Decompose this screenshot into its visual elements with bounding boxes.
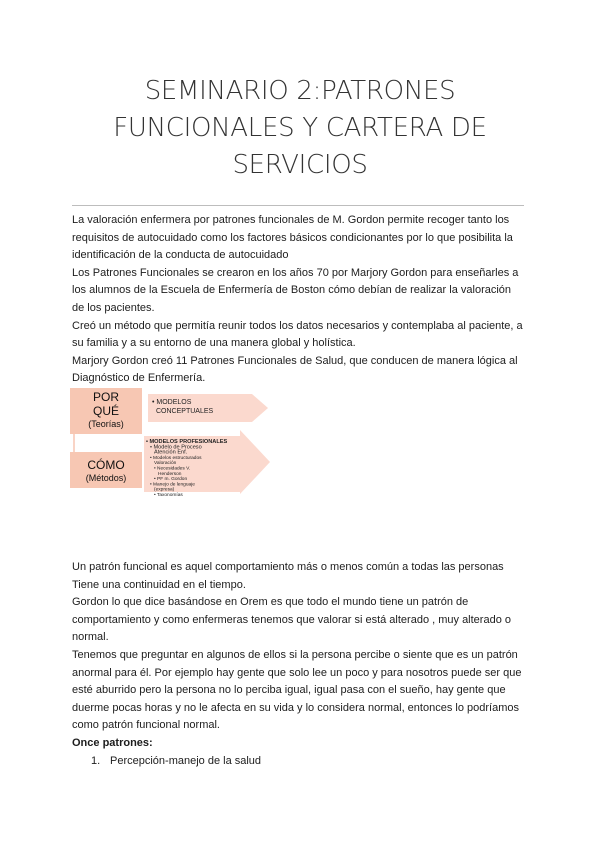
- why-box-line3: (Teorías): [88, 419, 124, 429]
- concepts-item-2: CONCEPTUALES: [156, 408, 214, 415]
- intro-line: Creó un método que permitía reunir todos los datos necesarios y contemplaba al paciente, a: [72, 319, 523, 332]
- body-line: esté aburrido pero la persona no lo perciba igual, igual pasa con el sueño, hay gente que: [72, 684, 506, 697]
- professional-models-item: • PF m. Gordon: [154, 477, 188, 483]
- title-line-2: FUNCIONALES Y CARTERA DE: [113, 113, 487, 143]
- professional-models-item: Henderson: [158, 471, 182, 477]
- intro-line: La valoración enfermera por patrones funcionales de M. Gordon permite recoger tanto los: [72, 214, 510, 226]
- intro-line: identificación de la conducta de autocuidado: [72, 249, 289, 262]
- body-line: normal.: [72, 631, 109, 644]
- body-line: anormal para él. Por ejemplo hay gente que solo lee un poco y para nosotros puede ser que: [72, 666, 522, 679]
- professional-models-item: • Modelos estructurados: [150, 455, 202, 461]
- concepts-item-1: • MODELOS: [152, 399, 192, 406]
- list-item-number: 1.: [91, 754, 101, 767]
- body-line: como patrón funcional normal.: [72, 719, 220, 732]
- intro-line: Diagnóstico de Enfermería.: [72, 372, 206, 385]
- professional-models-item: • Manejo de lenguaje: [150, 482, 195, 488]
- body-line: Tiene una continuidad en el tiempo.: [72, 578, 246, 591]
- professional-models-item: • Modelo de Proceso: [150, 444, 202, 451]
- body-line: duerme pocas horas y no le afecta en su vida y lo considera normal, entonces lo podríamos: [72, 701, 519, 714]
- list-item: [72, 753, 532, 771]
- professional-models-item: • MODELOS PROFESIONALES: [146, 439, 228, 445]
- intro-line: Marjory Gordon creó 11 Patrones Funcionales de Salud, que conducen de manera lógica al: [72, 354, 518, 367]
- models-diagram: [70, 388, 272, 498]
- how-box-line1: CÓMO: [87, 458, 125, 472]
- professional-models-item: • Necesidades V.: [154, 466, 191, 472]
- list-heading: Once patrones:: [72, 736, 153, 749]
- intro-line: Los Patrones Funcionales se crearon en los años 70 por Marjory Gordon para enseñarles a: [72, 266, 519, 279]
- body-line: comportamiento y como enfermeras tenemos que valorar si está alterado , muy alterado o: [72, 613, 511, 626]
- professional-models-item: Valoración: [154, 461, 177, 467]
- intro-line: su familia y a su entorno de una manera global y holística.: [72, 337, 356, 350]
- list-item-text: Percepción-manejo de la salud: [110, 754, 262, 767]
- body-text: [72, 559, 532, 770]
- professional-models-item: (expresa): [154, 487, 175, 493]
- intro-line: requisitos de autocuidado como los factores básicos condicionantes por lo que posibilita la: [72, 231, 513, 244]
- professional-models-item: • Taxonomías: [154, 493, 183, 498]
- intro-line: los alumnos de la Escuela de Enfermería de Boston cómo debían de realizar la valoración: [72, 284, 512, 297]
- how-box-line2: (Métodos): [85, 473, 127, 483]
- concepts-item-1-text: MODELOS: [156, 399, 192, 406]
- body-line: Gordon lo que dice basándose en Orem es que todo el mundo tiene un patrón de: [72, 596, 469, 609]
- title-line-3: SERVICIOS: [232, 150, 368, 180]
- why-box-line2: QUÉ: [92, 404, 120, 418]
- professional-models-item: Atención Enf.: [154, 449, 188, 456]
- intro-line: de los pacientes.: [72, 301, 155, 314]
- body-line: Un patrón funcional es aquel comportamiento más o menos común a todas las personas: [72, 561, 504, 573]
- title-divider: [72, 205, 524, 206]
- body-line: Tenemos que preguntar en algunos de ellos si la persona percibe o siente que es un patrón: [72, 648, 518, 661]
- title-line-1: SEMINARIO 2:PATRONES: [144, 76, 456, 106]
- intro-text: [72, 212, 532, 388]
- document-title: [60, 73, 540, 184]
- why-box-line1: POR: [92, 390, 120, 404]
